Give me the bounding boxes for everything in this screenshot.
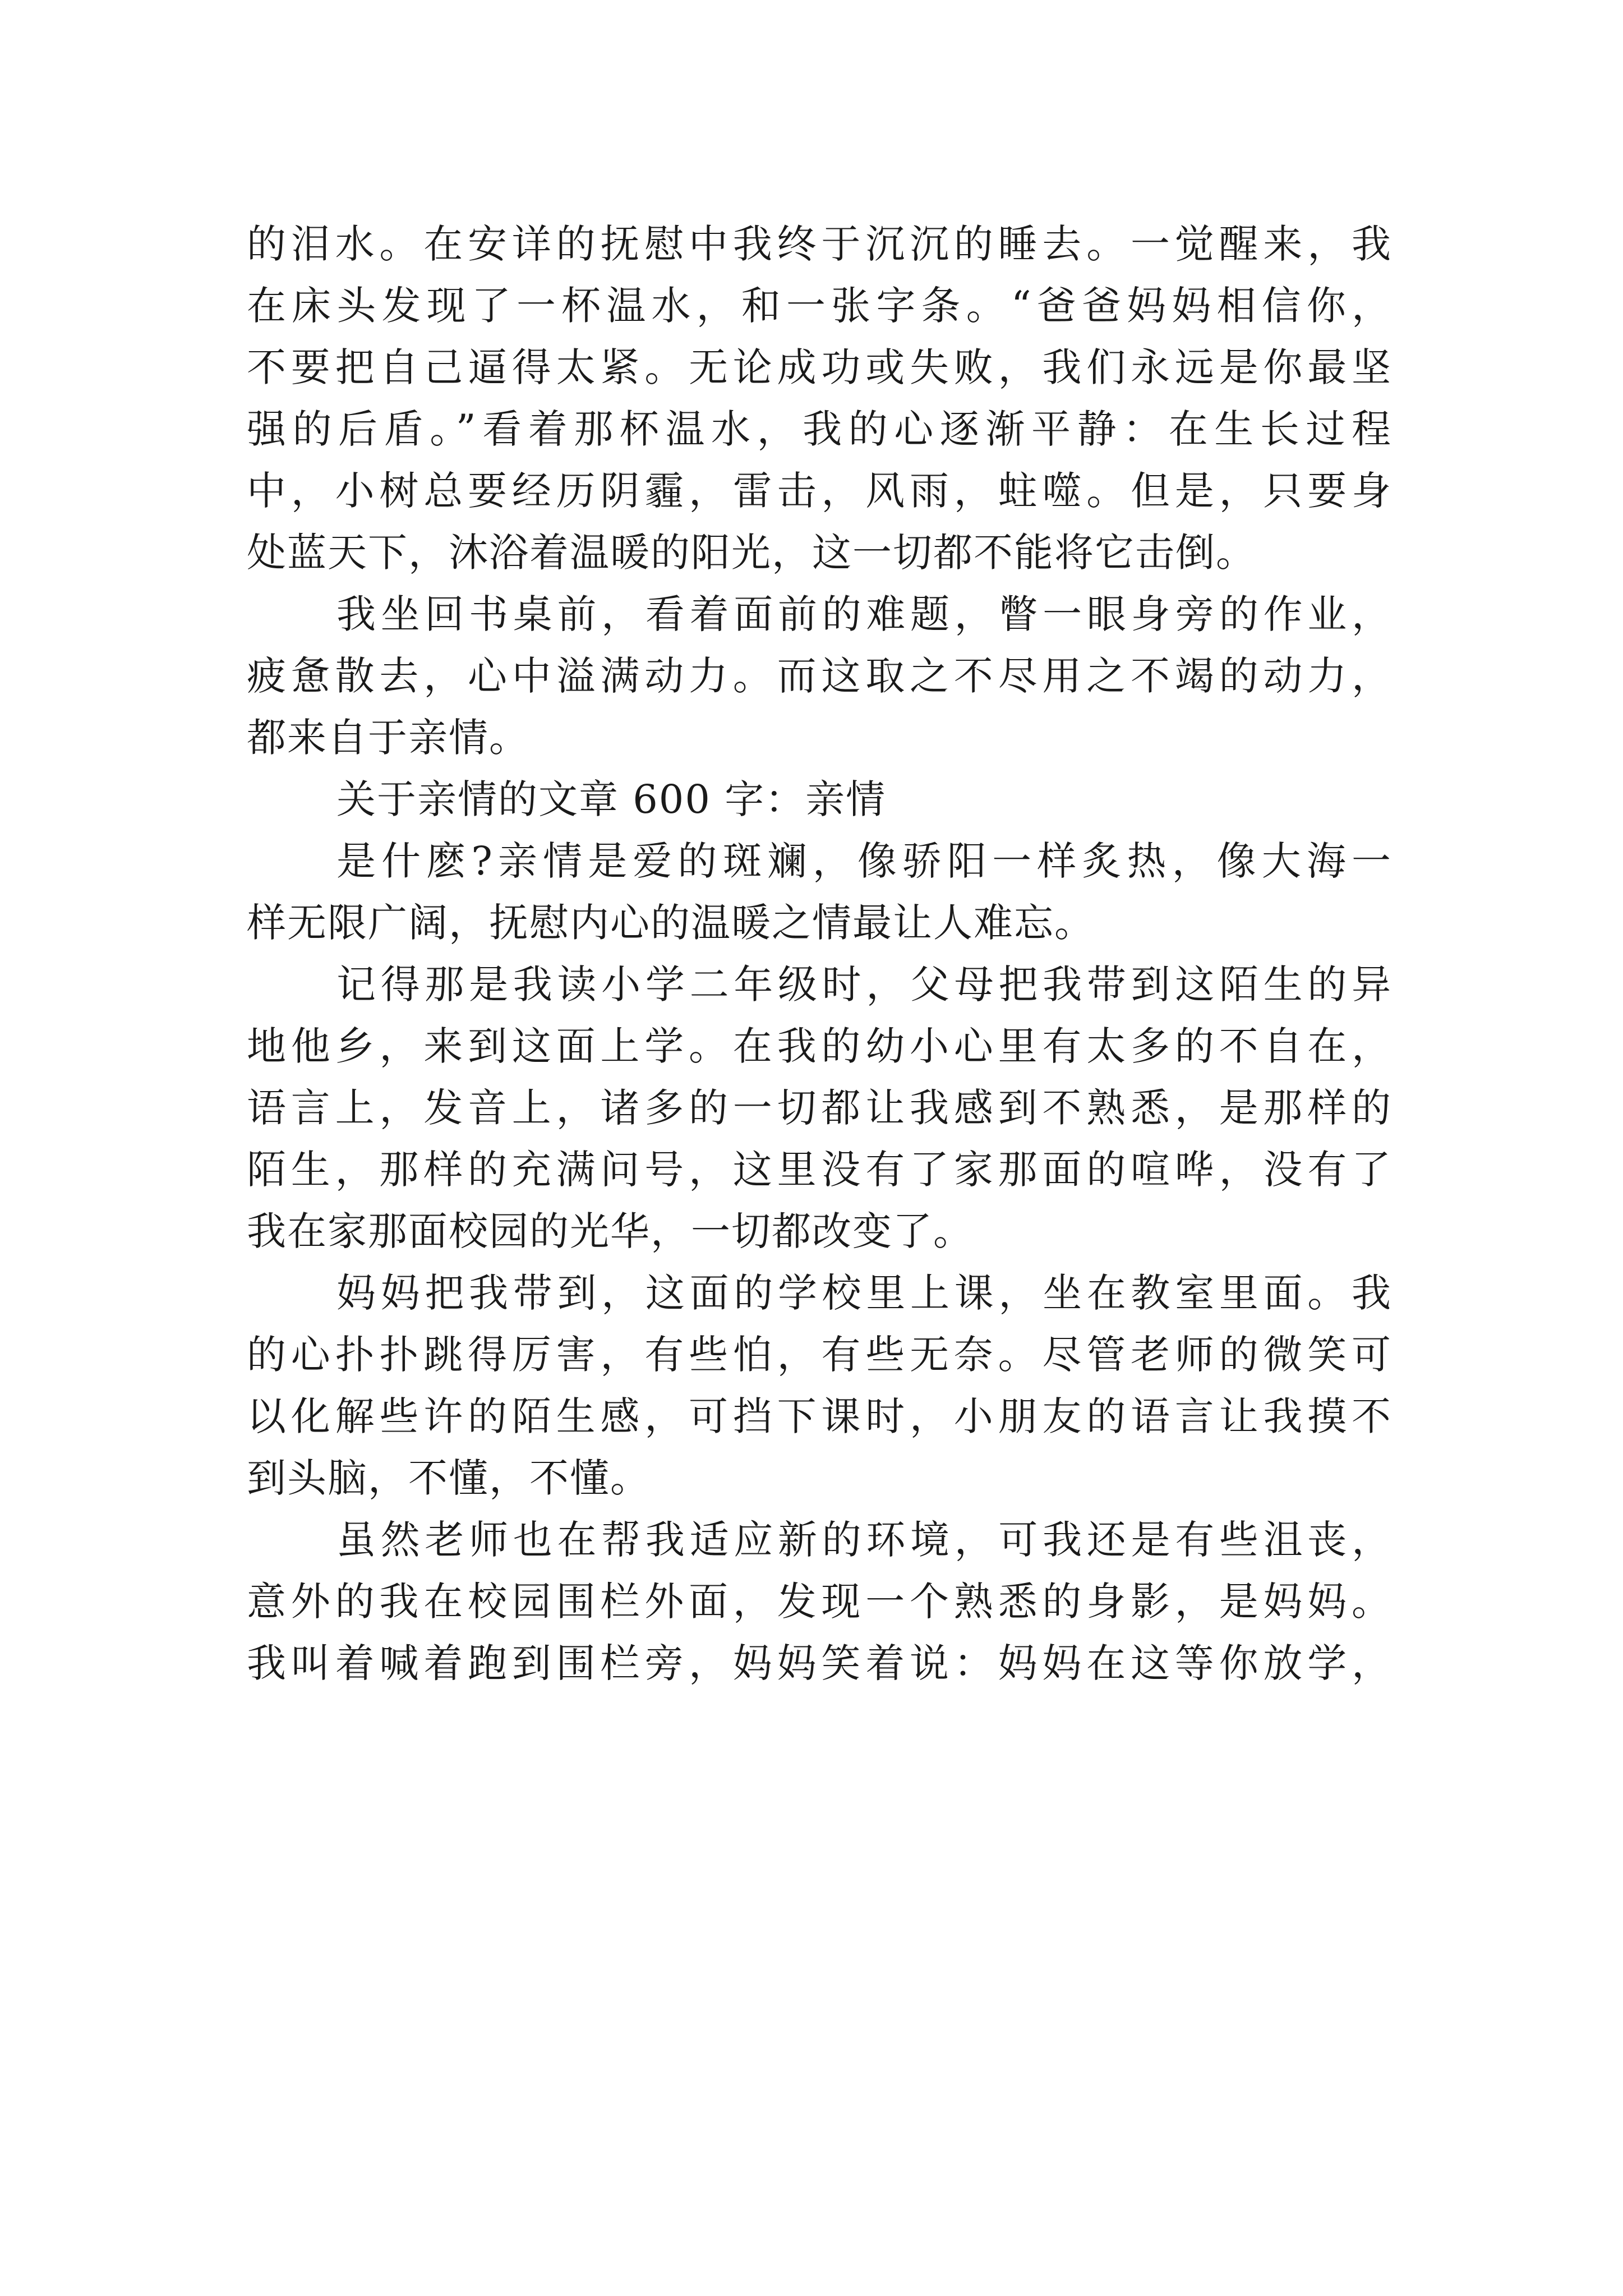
text-line: 我在家那面校园的光华，一切都改变了。 <box>247 1208 974 1254</box>
text-line: 是什麽?亲情是爱的斑斓，像骄阳一样炙热，像大海一 <box>336 838 1391 884</box>
text-line: 我坐回书桌前，看着面前的难题，瞥一眼身旁的作业， <box>336 591 1391 637</box>
text-line: 意外的我在校园围栏外面，发现一个熟悉的身影，是妈妈。 <box>247 1579 1391 1625</box>
text-line: 处蓝天下，沐浴着温暖的阳光，这一切都不能将它击倒。 <box>247 530 1256 576</box>
text-line: 语言上，发音上，诸多的一切都让我感到不熟悉，是那样的 <box>247 1085 1391 1131</box>
text-line: 的心扑扑跳得厉害，有些怕，有些无奈。尽管老师的微笑可 <box>247 1332 1391 1378</box>
text-line: 我叫着喊着跑到围栏旁，妈妈笑着说：妈妈在这等你放学， <box>247 1640 1391 1686</box>
text-line: 以化解些许的陌生感，可挡下课时，小朋友的语言让我摸不 <box>247 1393 1391 1439</box>
text-line: 都来自于亲情。 <box>247 715 529 761</box>
section-heading: 关于亲情的文章 600 字：亲情 <box>336 776 887 822</box>
text-line: 到头脑，不懂，不懂。 <box>247 1455 651 1501</box>
text-line: 记得那是我读小学二年级时，父母把我带到这陌生的异 <box>336 961 1391 1007</box>
text-line: 中，小树总要经历阴霾，雷击，风雨，蛀噬。但是，只要身 <box>247 468 1391 514</box>
text-line: 强的后盾。”看着那杯温水，我的心逐渐平静：在生长过程 <box>247 406 1391 452</box>
text-line: 地他乡，来到这面上学。在我的幼小心里有太多的不自在， <box>247 1023 1391 1069</box>
text-line: 在床头发现了一杯温水，和一张字条。“爸爸妈妈相信你， <box>247 283 1391 329</box>
text-line: 的泪水。在安详的抚慰中我终于沉沉的睡去。一觉醒来，我 <box>247 221 1391 267</box>
text-line: 陌生，那样的充满问号，这里没有了家那面的喧哗，没有了 <box>247 1147 1391 1193</box>
text-line: 不要把自己逼得太紧。无论成功或失败，我们永远是你最坚 <box>247 344 1391 390</box>
text-line: 样无限广阔，抚慰内心的温暖之情最让人难忘。 <box>247 900 1095 946</box>
text-line: 疲惫散去，心中溢满动力。而这取之不尽用之不竭的动力， <box>247 653 1391 699</box>
text-line: 虽然老师也在帮我适应新的环境，可我还是有些沮丧， <box>336 1517 1391 1563</box>
text-line: 妈妈把我带到，这面的学校里上课，坐在教室里面。我 <box>336 1270 1391 1316</box>
